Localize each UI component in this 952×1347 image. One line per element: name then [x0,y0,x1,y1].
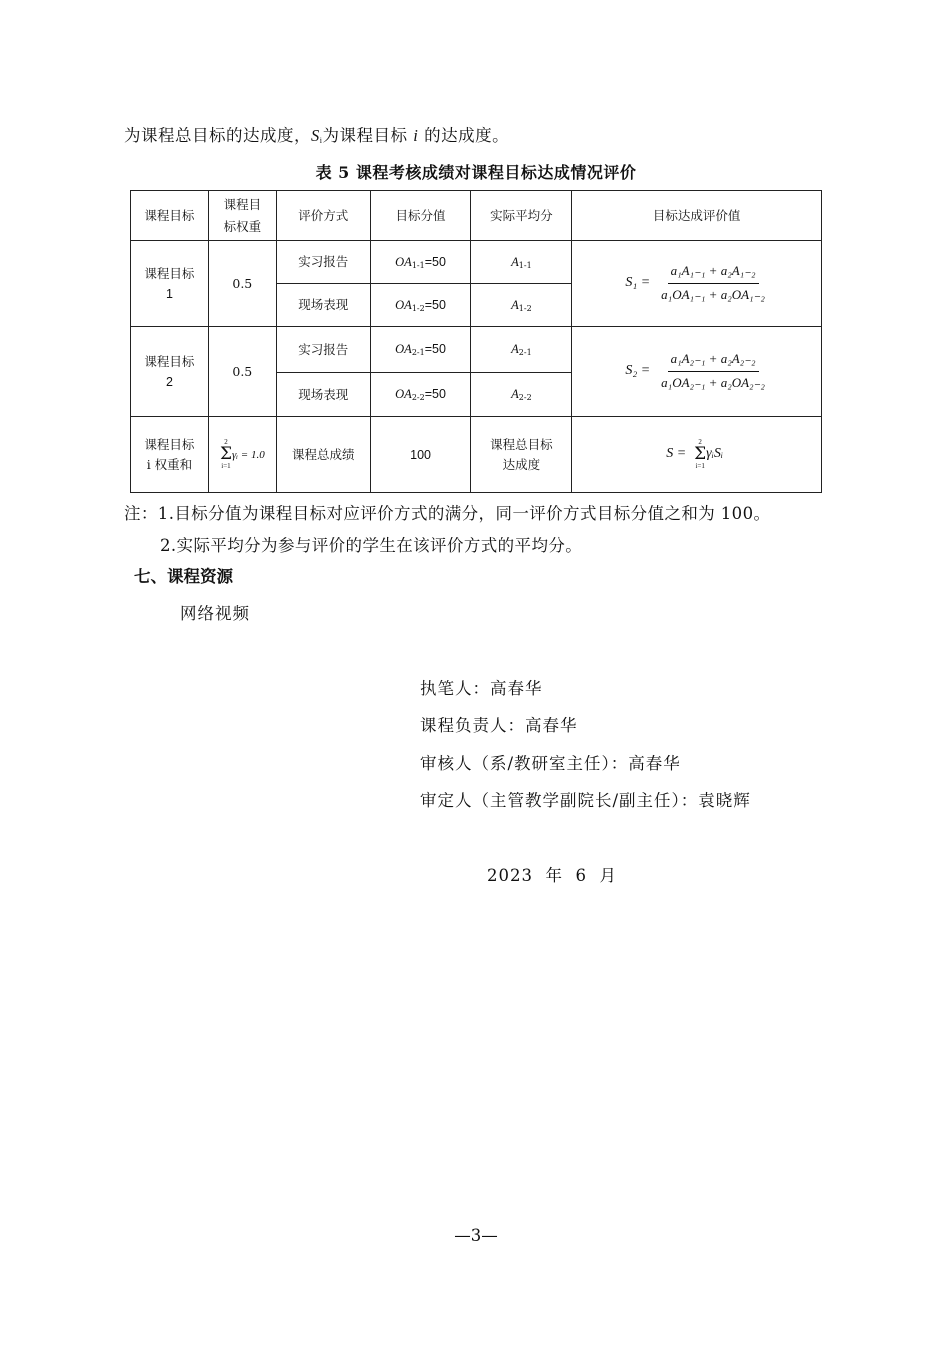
total-name-line2: i 权重和 [146,456,193,472]
score-cell: 100 [370,417,471,493]
goal-name: 课程目标 [144,353,195,369]
total-weight-cell [208,417,276,493]
score-cell [370,373,471,417]
header-cell: 评价方式 [276,191,370,241]
method-cell: 现场表现 [276,284,370,327]
method-cell: 实习报告 [276,327,370,373]
average-cell [471,373,572,417]
intro-line [124,122,509,146]
page-number: —3— [454,1226,498,1245]
formula-numerator: a₁A₁₋₁ + a₂A₁₋₂ [668,261,759,284]
intro-symbol: S [311,126,320,145]
method-cell: 课程总成绩 [276,417,370,493]
goal-number: 1 [165,286,173,301]
goal-name: 课程目标 [144,265,195,281]
table-row [131,241,822,284]
formula-expression: γᵢSᵢ [706,446,724,462]
signature-reviewer: 审核人（系/教研室主任）：高春华 [420,754,681,773]
average-sub: 2-2 [518,393,532,403]
intro-mid: 为课程目标 [322,126,408,145]
intro-suffix: 的达成度。 [424,126,510,145]
total-avg-line2: 达成度 [502,456,541,472]
method-cell: 现场表现 [276,373,370,417]
sum-upper: 2 [224,438,228,446]
average-cell [471,417,572,493]
goal-name-cell [131,241,209,327]
average-cell [471,327,572,373]
score-value: =50 [424,342,446,357]
header-cell: 实际平均分 [471,191,572,241]
sum-lower: i=1 [221,462,231,470]
method-cell: 实习报告 [276,241,370,284]
sigma-icon: Σ [219,444,232,464]
score-symbol: OA [395,387,412,402]
formula-cell [572,327,822,417]
score-value: =50 [424,387,446,402]
sum-symbol [220,439,232,470]
table-header-row [131,191,822,241]
note-1: 注：1.目标分值为课程目标对应评价方式的满分，同一评价方式目标分值之和为 100。 [124,504,771,523]
average-symbol: A [511,387,519,402]
formula-numerator: a₁A₂₋₁ + a₂A₂₋₂ [668,349,759,372]
average-symbol: A [511,254,519,269]
score-cell [370,327,471,373]
score-sub: 2-1 [411,348,425,358]
score-symbol: OA [395,297,412,312]
score-value: =50 [424,297,446,312]
score-sub: 1-1 [411,260,425,270]
average-cell [471,284,572,327]
weight-expression: γᵢ = 1.0 [231,449,265,461]
average-symbol: A [511,342,519,357]
average-sub: 2-1 [518,348,532,358]
formula-fraction [658,261,768,306]
sum-upper: 2 [698,438,702,446]
note-2: 2.实际平均分为参与评价的学生在该评价方式的平均分。 [160,536,583,555]
goal-weight: 0.5 [208,327,276,417]
intro-var: i [413,126,419,145]
average-symbol: A [511,297,519,312]
goal-name-cell [131,327,209,417]
formula-fraction [658,349,768,394]
total-avg-line1: 课程总目标 [490,436,553,452]
signature-approver: 审定人（主管教学副院长/副主任）：袁晓辉 [420,791,751,810]
score-value: =50 [424,254,446,269]
formula-lhs: S = [666,446,687,462]
goal-number: 2 [165,374,173,389]
intro-symbol-sub: i [319,136,323,145]
score-cell [370,241,471,284]
signature-writer: 执笔人：高春华 [420,679,543,698]
formula-cell [572,417,822,493]
header-cell: 目标达成评价值 [572,191,822,241]
average-sub: 1-1 [518,260,532,270]
total-name-line1: 课程目标 [144,436,195,452]
formula-denominator: a₁OA₂₋₁ + a₂OA₂₋₂ [661,375,765,390]
header-cell: 课程目 标权重 [208,191,276,241]
table-caption: 表 5 课程考核成绩对课程目标达成情况评价 [315,163,637,182]
formula-cell [572,241,822,327]
table-row [131,327,822,373]
formula-denominator: a₁OA₁₋₁ + a₂OA₁₋₂ [661,287,765,302]
total-name-cell [131,417,209,493]
section-title: 七、课程资源 [134,567,233,586]
average-sub: 1-2 [518,303,532,313]
score-sub: 2-2 [411,393,425,403]
goal-weight: 0.5 [208,241,276,327]
score-sub: 1-2 [411,303,425,313]
sigma-icon: Σ [694,444,707,464]
table-row-total [131,417,822,493]
intro-prefix: 为课程总目标的达成度， [124,126,311,145]
formula-lhs: S₁ = [625,275,651,291]
score-symbol: OA [395,254,412,269]
date: 2023 年 6 月 [487,866,617,885]
formula-lhs: S₂ = [625,363,651,379]
sum-symbol [694,439,706,470]
header-cell: 课程目标 [131,191,209,241]
sum-lower: i=1 [695,462,705,470]
score-cell [370,284,471,327]
section-content: 网络视频 [180,604,250,623]
header-cell: 目标分值 [370,191,471,241]
signature-owner: 课程负责人：高春华 [420,716,578,735]
evaluation-table [130,190,822,493]
score-symbol: OA [395,342,412,357]
average-cell [471,241,572,284]
